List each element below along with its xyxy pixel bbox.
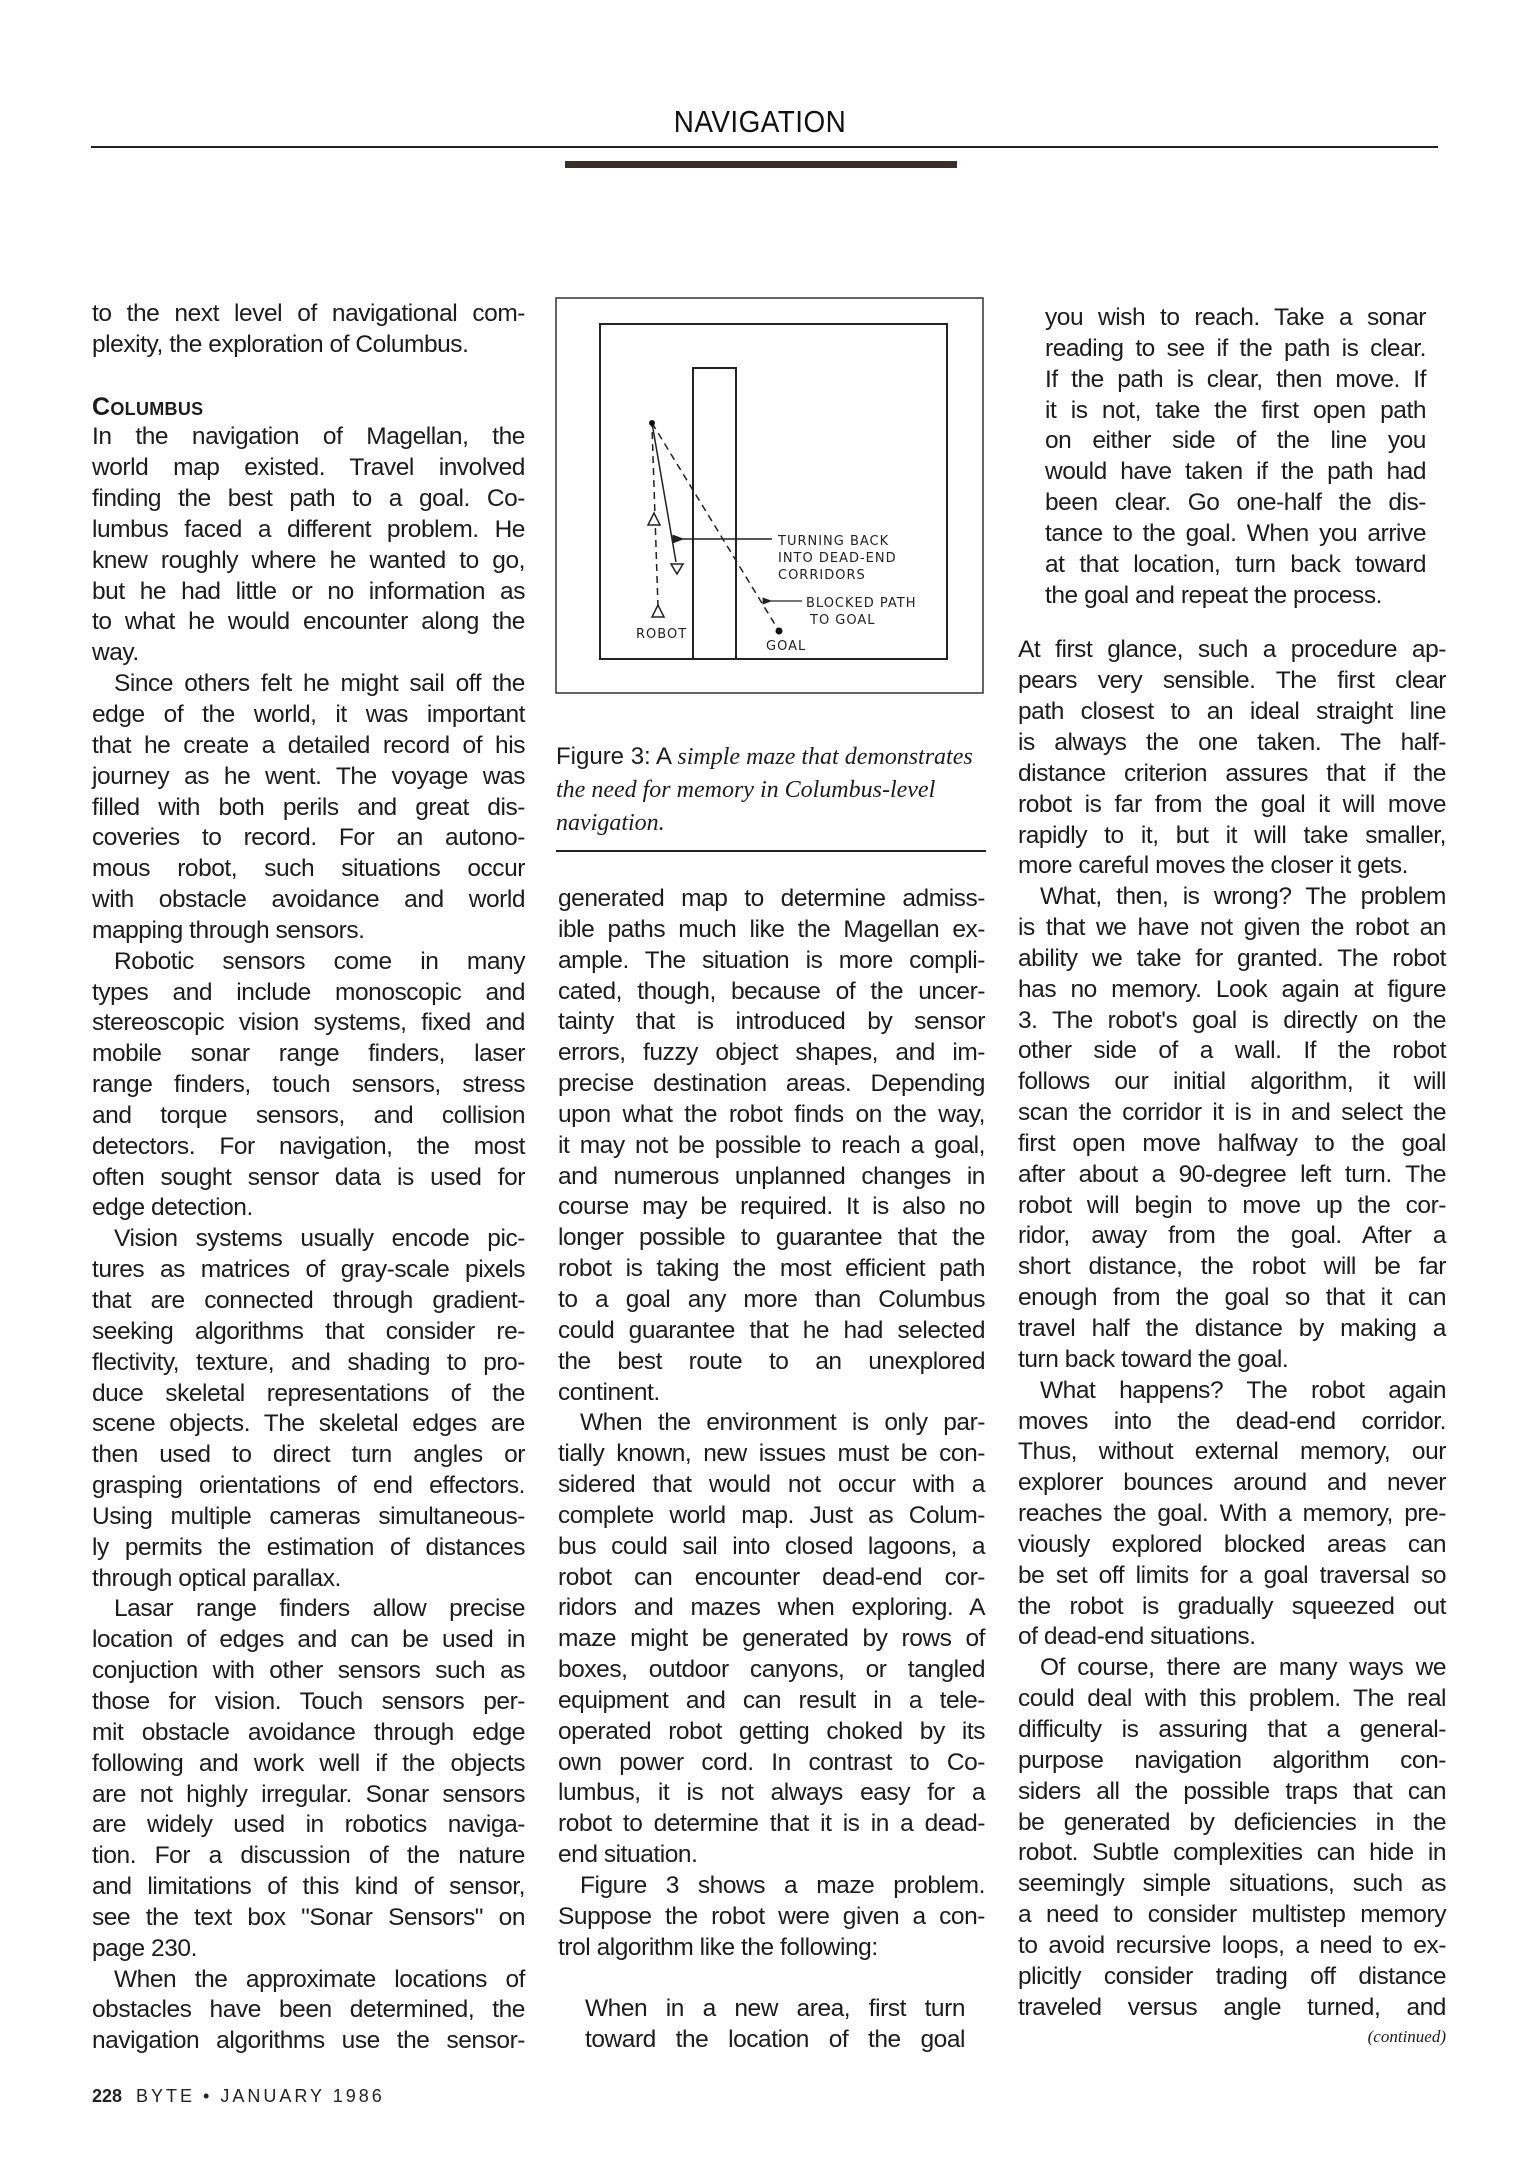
text-line: range finders, touch sensors, stress [92,1071,525,1099]
text-line: and torque sensors, and collision [92,1101,525,1129]
text-line: to a goal any more than Columbus [558,1285,985,1313]
text-line: robot can encounter dead-end cor- [558,1563,985,1591]
text-line: traveled versus angle turned, and [1018,1993,1446,2021]
text-line: flectivity, texture, and shading to pro- [92,1348,525,1376]
caption-body: simple maze that demonstrates the need for memory in Columbus-level navigation. [556,744,973,836]
text-line: rapidly to it, but it will take smaller, [1018,821,1446,849]
text-line: siders all the possible traps that can [1018,1777,1446,1805]
text-line: a need to consider multistep memory [1018,1901,1446,1929]
text-line: robot. Subtle complexities can hide in [1018,1839,1446,1867]
text-line: cated, though, because of the uncer- [558,977,985,1005]
paragraph [92,669,525,947]
blocked-path-label: BLOCKED PATH [806,596,917,611]
text-line: but he had little or no information as [92,577,525,605]
text-line: world map existed. Travel involved [92,454,525,482]
text-line: generated map to determine admiss- [558,885,985,912]
text-line: and limitations of this kind of sensor, [92,1873,525,1901]
text-line: could guarantee that he had selected [558,1316,985,1344]
text-line: see the text box "Sonar Sensors" on [92,1903,525,1931]
text-line: of dead-end situations. [1018,1623,1256,1651]
text-line: boxes, outdoor canyons, or tangled [558,1656,985,1684]
text-line: robot is far from the goal it will move [1018,790,1446,818]
text-line: duce skeletal representations of the [92,1379,525,1407]
text-line: operated robot getting choked by its [558,1717,985,1745]
corridor-wall [693,368,736,659]
text-line: robot to determine that it is in a dead- [558,1810,985,1838]
text-line: first open move halfway to the goal [1018,1129,1446,1157]
text-line: longer possible to guarantee that the [558,1224,985,1252]
text-line: upon what the robot finds on the way, [558,1100,985,1128]
text-line: that he create a detailed record of his [92,731,525,759]
text-line: then used to direct turn angles or [92,1441,525,1469]
figure-caption [556,740,986,840]
paragraph [558,1871,985,1964]
text-line: reaches the goal. With a memory, pre- [1018,1500,1446,1528]
text-line: follows our initial algorithm, it will [1018,1068,1446,1096]
text-line: location of edges and can be used in [92,1626,525,1654]
text-line: coveries to record. For an autono- [92,824,525,852]
turning-back-label: TURNING BACK [778,534,890,549]
text-line: toward the location of the goal [585,2026,965,2054]
turning-back-label: INTO DEAD-END [778,551,897,566]
running-head: NAVIGATION [673,104,847,139]
text-line: it is not, take the first open path [1045,396,1426,424]
text-line: other side of a wall. If the robot [1018,1037,1446,1065]
text-line: types and include monoscopic and [92,978,525,1006]
text-line: the best route to an unexplored [558,1347,985,1375]
figure-frame [556,298,983,693]
text-line: edge of the world, it was important [92,700,525,728]
text-line: is that we have not given the robot an [1018,914,1446,942]
text-line: the robot is gradually squeezed out [1018,1592,1446,1620]
text-line: edge detection. [92,1194,253,1222]
text-line: could deal with this problem. The real [1018,1685,1446,1713]
text-line: on either side of the line you [1045,427,1426,455]
text-line: stereoscopic vision systems, fixed and [92,1009,525,1037]
text-line: Since others felt he might sail off the [114,670,525,698]
waypoint-dot [649,420,655,426]
paragraph [92,422,525,669]
text-line: conjuction with other sensors such as [92,1657,525,1685]
text-line: knew roughly where he wanted to go, [92,546,525,574]
text-line: that are connected through gradient- [92,1287,525,1314]
text-line: ample. The situation is more compli- [558,946,985,974]
text-line: tion. For a discussion of the nature [92,1842,525,1870]
paragraph [1018,1653,1446,2023]
paragraph [1018,882,1446,1376]
text-line: If the path is clear, then move. If [1045,365,1426,393]
text-line: In the navigation of Magellan, the [92,423,525,451]
text-line: complete world map. Just as Colum- [558,1501,985,1529]
text-line: scene objects. The skeletal edges are [92,1410,525,1438]
text-line: finding the best path to a goal. Co- [92,485,525,513]
text-line: you wish to reach. Take a sonar [1045,304,1426,331]
text-line: What, then, is wrong? The problem [1040,883,1446,911]
column-2 [558,884,985,2056]
text-line: journey as he went. The voyage was [92,762,525,790]
text-line: turn back toward the goal. [1018,1345,1289,1373]
text-line: seeking algorithms that consider re- [92,1317,525,1345]
text-line: viously explored blocked areas can [1018,1530,1446,1558]
turning-back-label: CORRIDORS [778,568,866,583]
text-line: obstacles have been determined, the [92,1996,525,2024]
text-line: tures as matrices of gray-scale pixels [92,1256,525,1284]
text-line: Using multiple cameras simultaneous- [92,1502,525,1530]
text-line: filled with both perils and great dis- [92,793,525,821]
text-line: explorer bounces around and never [1018,1469,1446,1497]
paragraph [1018,635,1446,882]
text-line: equipment and can result in a tele- [558,1686,985,1714]
text-line: trol algorithm like the following: [558,1933,878,1961]
text-line: is always the one taken. The half- [1018,728,1446,756]
text-line: 3. The robot's goal is directly on the [1018,1006,1446,1034]
caption-rule [556,850,986,852]
paragraph [558,884,985,1408]
paragraph [92,1965,525,2058]
text-line: be generated by deficiencies in the [1018,1808,1446,1836]
text-line: been clear. Go one-half the dis- [1045,489,1426,517]
text-line: has no memory. Look again at figure [1018,975,1446,1003]
text-line: tainty that is introduced by sensor [558,1008,985,1036]
goal-label: GOAL [766,639,807,654]
text-line: plexity, the exploration of Columbus. [92,330,469,358]
text-line: after about a 90-degree left turn. The [1018,1160,1446,1188]
paragraph [92,1224,525,1594]
text-line: with obstacle avoidance and world [92,886,525,914]
text-line: through optical parallax. [92,1564,341,1592]
robot-triangle-icon [652,605,664,617]
text-line: more careful moves the closer it gets. [1018,852,1409,880]
text-line: When in a new area, first turn [585,1995,965,2023]
text-line: page 230. [92,1934,197,1962]
text-line: short distance, the robot will be far [1018,1253,1446,1281]
publication-info: BYTE • JANUARY 1986 [136,2086,385,2106]
text-line: ability we take for granted. The robot [1018,944,1446,972]
goal-dot [776,628,783,635]
blocked-dashed-path [652,423,779,631]
robot-triangle-icon [671,564,683,574]
text-line: are widely used in robotics naviga- [92,1811,525,1839]
text-line: Thus, without external memory, our [1018,1438,1446,1466]
text-line: navigation algorithms use the sensor- [92,2027,525,2055]
text-line: are not highly irregular. Sonar sensors [92,1780,525,1808]
text-line: When the environment is only par- [580,1409,985,1437]
text-line: At first glance, such a procedure ap- [1018,636,1446,664]
text-line: to what he would encounter along the [92,608,525,636]
algorithm-quote [1018,303,1446,611]
text-line: Figure 3 shows a maze problem. [580,1872,985,1899]
text-line: When the approximate locations of [114,1965,525,1993]
text-line: ly permits the estimation of distances [92,1533,525,1561]
paragraph [1018,1376,1446,1654]
paragraph [92,947,525,1225]
text-line: to avoid recursive loops, a need to ex- [1018,1931,1446,1959]
text-line: robot is taking the most efficient path [558,1255,985,1283]
text-line: enough from the goal so that it can [1018,1284,1446,1312]
text-line: robot will begin to move up the cor- [1018,1191,1446,1219]
page-footer [92,2086,385,2107]
text-line: distance criterion assures that if the [1018,759,1446,787]
text-line: end situation. [558,1841,698,1869]
text-line: purpose navigation algorithm con- [1018,1746,1446,1774]
section-heading: Columbus [92,392,204,421]
robot-triangle-icon [648,513,660,525]
text-line: What happens? The robot again [1040,1376,1446,1404]
text-line: path closest to an ideal straight line [1018,698,1446,726]
column-1 [92,299,525,2057]
algorithm-quote [558,1994,985,2056]
text-line: bus could sail into closed lagoons, a [558,1532,985,1560]
text-line: sidered that would not occur with a [558,1471,985,1499]
text-line: tially known, new issues must be con- [558,1440,985,1468]
paragraph [92,299,525,361]
text-line: maze might be generated by rows of [558,1625,985,1653]
text-line: seemingly simple situations, such as [1018,1870,1446,1898]
text-line: detectors. For navigation, the most [92,1132,525,1160]
header-rule [91,146,1438,148]
text-line: precise destination areas. Depending [558,1070,985,1098]
text-line: scan the corridor it is in and select the [1018,1099,1446,1127]
text-line: moves into the dead-end corridor. [1018,1407,1446,1435]
column-3 [1018,303,1446,2049]
paragraph [558,1408,985,1871]
text-line: at that location, turn back toward [1045,550,1426,578]
text-line: Robotic sensors come in many [114,947,525,975]
robot-label: ROBOT [636,627,688,642]
text-line: Of course, there are many ways we [1040,1654,1446,1682]
text-line: tance to the goal. When you arrive [1045,519,1426,547]
text-line: to the next level of navigational com- [92,300,525,327]
text-line: those for vision. Touch sensors per- [92,1687,525,1715]
blocked-path-label: TO GOAL [810,613,876,628]
text-line: grasping orientations of end effectors. [92,1472,525,1500]
text-line: difficulty is assuring that a general- [1018,1715,1446,1743]
text-line: Lasar range finders allow precise [114,1595,525,1623]
text-line: lumbus, it is not always easy for a [558,1779,985,1807]
text-line: plicitly consider trading off distance [1018,1962,1446,1990]
text-line: way. [92,639,139,667]
text-line: continent. [558,1378,660,1406]
caption-prefix: Figure 3: A [556,743,678,770]
text-line: and numerous unplanned changes in [558,1162,985,1190]
text-line: ible paths much like the Magellan ex- [558,915,985,943]
text-line: Vision systems usually encode pic- [114,1225,525,1253]
text-line: pears very sensible. The first clear [1018,667,1446,695]
text-line: mit obstacle avoidance through edge [92,1718,525,1746]
text-line: be set off limits for a goal traversal so [1018,1561,1446,1589]
text-line: the goal and repeat the process. [1045,581,1383,609]
text-line: mous robot, such situations occur [92,855,525,883]
text-line: it may not be possible to reach a goal, [558,1131,985,1159]
text-line: Suppose the robot were given a con- [558,1902,985,1930]
text-line: mapping through sensors. [92,916,365,944]
text-line: following and work well if the objects [92,1749,525,1777]
continued-note: (continued) [1367,2027,1446,2047]
text-line: errors, fuzzy object shapes, and im- [558,1039,985,1067]
text-line: reading to see if the path is clear. [1045,334,1426,362]
text-line: would have taken if the path had [1045,458,1426,486]
page-number: 228 [92,2086,123,2106]
paragraph [92,1594,525,1964]
text-line: ridors and mazes when exploring. A [558,1594,985,1622]
text-line: course may be required. It is also no [558,1193,985,1221]
text-line: lumbus faced a different problem. He [92,515,525,543]
text-line: own power cord. In contrast to Co- [558,1748,985,1776]
header-bar [565,161,957,168]
text-line: ridor, away from the goal. After a [1018,1222,1446,1250]
text-line: often sought sensor data is used for [92,1163,525,1191]
text-line: travel half the distance by making a [1018,1315,1446,1342]
text-line: mobile sonar range finders, laser [92,1040,525,1068]
